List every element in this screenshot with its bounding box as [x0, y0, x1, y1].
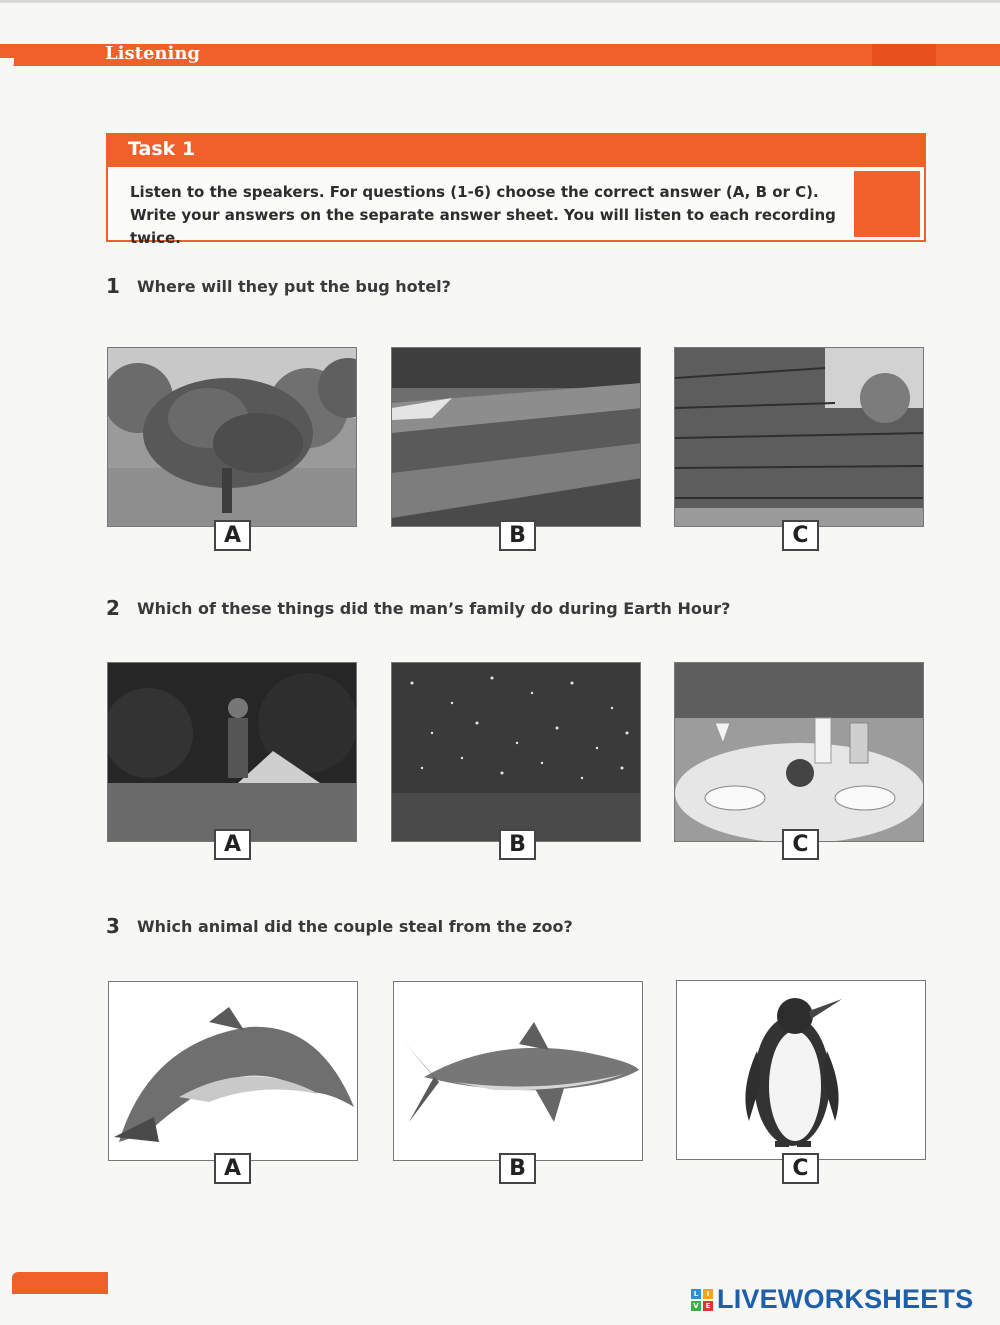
question-text: Which animal did the couple steal from the zoo? — [137, 917, 573, 936]
q3-option-c-image-penguin[interactable] — [676, 980, 926, 1160]
logo-letter: L — [691, 1289, 701, 1299]
q3-option-b-image-shark[interactable] — [393, 981, 643, 1161]
footer-accent-bar — [12, 1272, 108, 1294]
logo-letter: E — [703, 1301, 713, 1311]
question-text: Where will they put the bug hotel? — [137, 277, 451, 296]
top-rule — [0, 0, 1000, 3]
question-text: Which of these things did the man’s family do during Earth Hour? — [137, 599, 731, 618]
q1-option-c-label[interactable]: C — [782, 520, 819, 551]
task-instructions: Listen to the speakers. For questions (1-6) choose the correct answer (A, B or C). Write your answers on the separate answer sheet. You will listen to each recording twice. — [130, 183, 836, 247]
header-notch — [0, 58, 14, 72]
header-accent-block — [872, 44, 936, 66]
task-box — [106, 133, 926, 247]
section-title: Listening — [105, 43, 200, 64]
logo-icon — [691, 1289, 713, 1311]
q1-option-b-label[interactable]: B — [499, 520, 536, 551]
question-number: 1 — [106, 274, 120, 298]
question-number: 3 — [106, 914, 120, 938]
q3-option-a-label[interactable]: A — [214, 1153, 251, 1184]
task-accent-square — [854, 171, 920, 237]
q2-option-c-label[interactable]: C — [782, 829, 819, 860]
q1-option-a-label[interactable]: A — [214, 520, 251, 551]
q2-option-a-image-camping-tent[interactable] — [107, 662, 357, 842]
q2-option-b-label[interactable]: B — [499, 829, 536, 860]
q1-option-a-image-apple-tree[interactable] — [107, 347, 357, 527]
q1-option-c-image-stone-wall[interactable] — [674, 347, 924, 527]
q3-option-b-label[interactable]: B — [499, 1153, 536, 1184]
q3-option-c-label[interactable]: C — [782, 1153, 819, 1184]
q2-option-b-image-starry-sky[interactable] — [391, 662, 641, 842]
liveworksheets-logo[interactable] — [691, 1284, 973, 1315]
logo-letter: V — [691, 1301, 701, 1311]
question-number: 2 — [106, 596, 120, 620]
logo-text: LIVEWORKSHEETS — [717, 1284, 974, 1314]
task-title: Task 1 — [128, 138, 196, 160]
q2-option-c-image-candlelit-dinner[interactable] — [674, 662, 924, 842]
q1-option-b-image-vegetable-garden[interactable] — [391, 347, 641, 527]
logo-letter: I — [703, 1289, 713, 1299]
q2-option-a-label[interactable]: A — [214, 829, 251, 860]
q3-option-a-image-dolphin[interactable] — [108, 981, 358, 1161]
task-header — [108, 135, 924, 167]
